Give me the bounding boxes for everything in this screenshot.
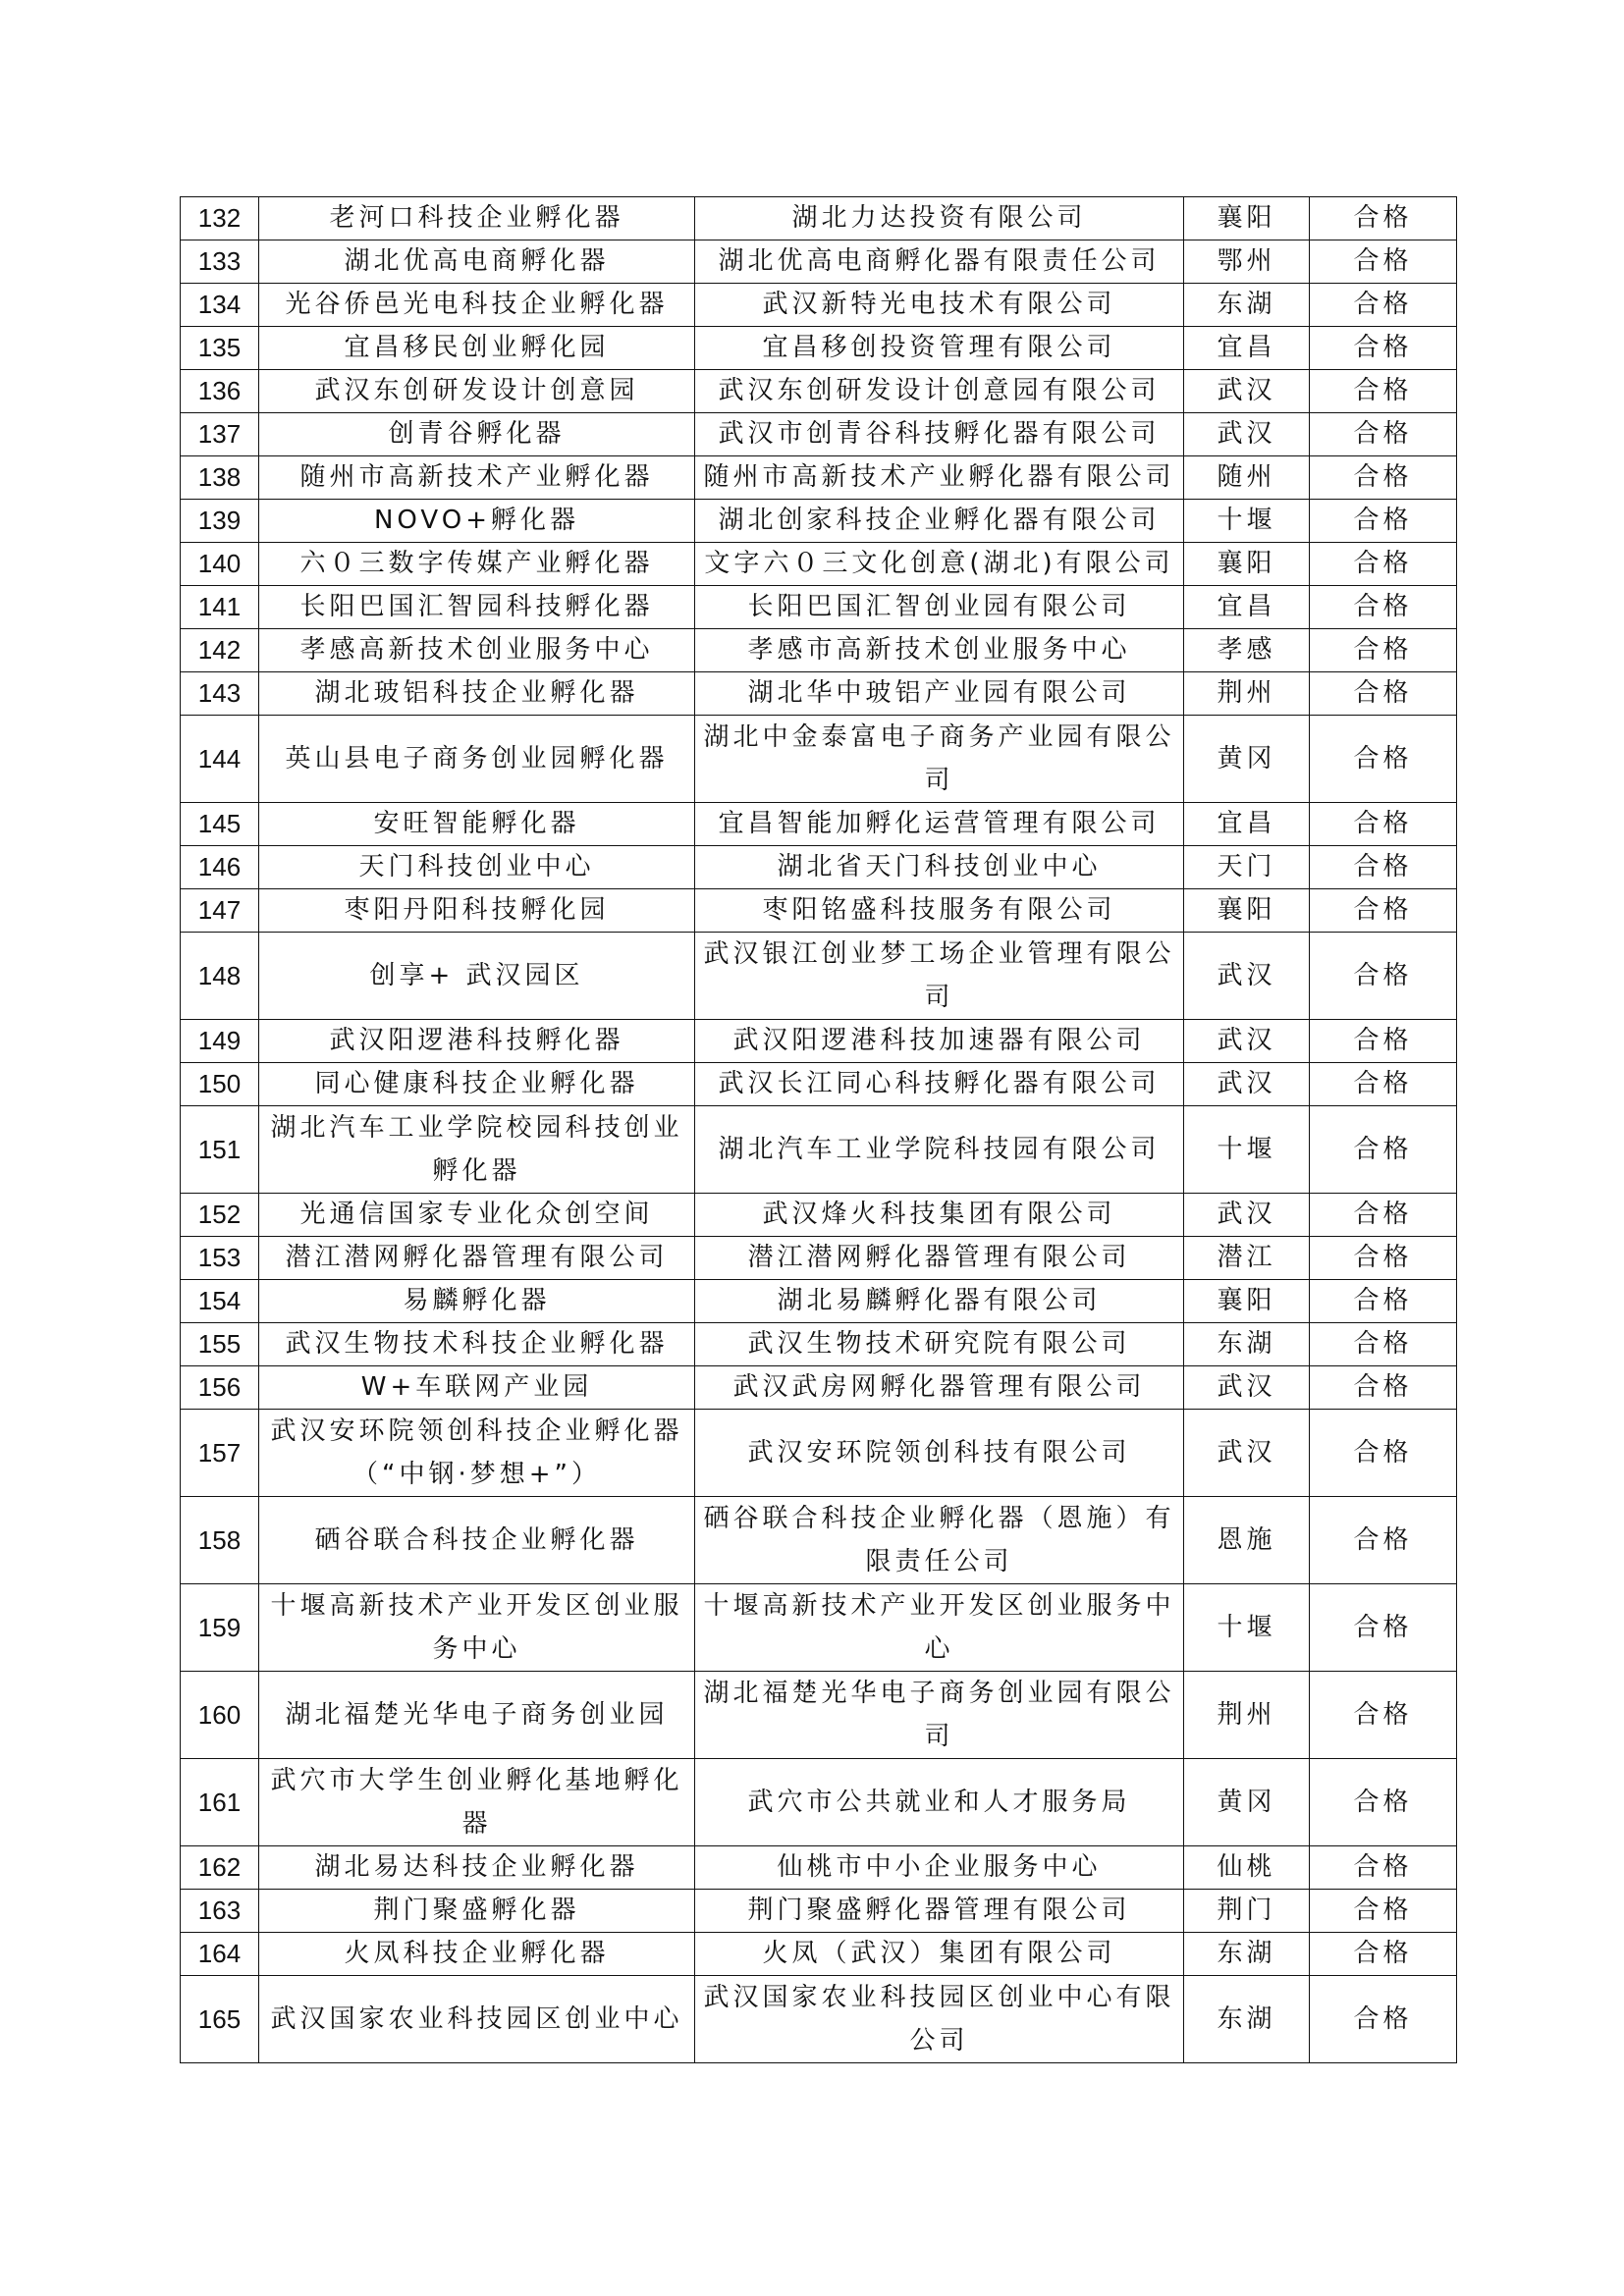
operating-company: 武汉安环院领创科技有限公司 — [695, 1410, 1184, 1497]
operating-company: 仙桃市中小企业服务中心 — [695, 1846, 1184, 1890]
incubator-name: 湖北玻铝科技企业孵化器 — [259, 672, 695, 716]
evaluation-result: 合格 — [1310, 1194, 1457, 1237]
region: 襄阳 — [1184, 197, 1310, 240]
table-row — [181, 413, 1457, 456]
incubator-name: 老河口科技企业孵化器 — [259, 197, 695, 240]
operating-company: 武汉东创研发设计创意园有限公司 — [695, 370, 1184, 413]
table-row — [181, 1497, 1457, 1584]
incubator-name: 孝感高新技术创业服务中心 — [259, 629, 695, 672]
evaluation-result: 合格 — [1310, 1063, 1457, 1106]
table-row — [181, 240, 1457, 284]
row-number: 161 — [181, 1759, 259, 1846]
region: 襄阳 — [1184, 543, 1310, 586]
region: 黄冈 — [1184, 1759, 1310, 1846]
incubator-name: 安旺智能孵化器 — [259, 803, 695, 846]
incubator-name: 武汉东创研发设计创意园 — [259, 370, 695, 413]
row-number: 156 — [181, 1366, 259, 1410]
table-row — [181, 889, 1457, 933]
table-row — [181, 1890, 1457, 1933]
incubator-name: 创青谷孵化器 — [259, 413, 695, 456]
operating-company: 宜昌智能加孵化运营管理有限公司 — [695, 803, 1184, 846]
incubator-name: 枣阳丹阳科技孵化园 — [259, 889, 695, 933]
row-number: 154 — [181, 1280, 259, 1323]
incubator-name: NOVO+孵化器 — [259, 500, 695, 543]
incubator-name: 光通信国家专业化众创空间 — [259, 1194, 695, 1237]
evaluation-result: 合格 — [1310, 543, 1457, 586]
evaluation-result: 合格 — [1310, 1106, 1457, 1194]
table-row — [181, 1020, 1457, 1063]
table-row — [181, 284, 1457, 327]
evaluation-result: 合格 — [1310, 1280, 1457, 1323]
region: 武汉 — [1184, 933, 1310, 1020]
operating-company: 火凤（武汉）集团有限公司 — [695, 1933, 1184, 1976]
incubator-name: 武汉阳逻港科技孵化器 — [259, 1020, 695, 1063]
table-row — [181, 629, 1457, 672]
evaluation-result: 合格 — [1310, 1976, 1457, 2063]
results-table — [180, 196, 1457, 2063]
row-number: 138 — [181, 456, 259, 500]
evaluation-result: 合格 — [1310, 846, 1457, 889]
region: 宜昌 — [1184, 327, 1310, 370]
operating-company: 宜昌移创投资管理有限公司 — [695, 327, 1184, 370]
row-number: 153 — [181, 1237, 259, 1280]
table-row — [181, 500, 1457, 543]
incubator-name: 长阳巴国汇智园科技孵化器 — [259, 586, 695, 629]
operating-company: 荆门聚盛孵化器管理有限公司 — [695, 1890, 1184, 1933]
evaluation-result: 合格 — [1310, 1497, 1457, 1584]
operating-company: 湖北力达投资有限公司 — [695, 197, 1184, 240]
region: 东湖 — [1184, 1976, 1310, 2063]
region: 武汉 — [1184, 370, 1310, 413]
incubator-name: 十堰高新技术产业开发区创业服务中心 — [259, 1584, 695, 1672]
region: 天门 — [1184, 846, 1310, 889]
region: 东湖 — [1184, 1323, 1310, 1366]
evaluation-result: 合格 — [1310, 803, 1457, 846]
operating-company: 文字六０三文化创意(湖北)有限公司 — [695, 543, 1184, 586]
region: 荆门 — [1184, 1890, 1310, 1933]
region: 潜江 — [1184, 1237, 1310, 1280]
region: 黄冈 — [1184, 716, 1310, 803]
region: 十堰 — [1184, 1584, 1310, 1672]
operating-company: 潜江潜网孵化器管理有限公司 — [695, 1237, 1184, 1280]
evaluation-result: 合格 — [1310, 1672, 1457, 1759]
region: 鄂州 — [1184, 240, 1310, 284]
table-row — [181, 1237, 1457, 1280]
incubator-name: W+车联网产业园 — [259, 1366, 695, 1410]
table-row — [181, 1323, 1457, 1366]
operating-company: 湖北中金泰富电子商务产业园有限公司 — [695, 716, 1184, 803]
table-row — [181, 1063, 1457, 1106]
row-number: 162 — [181, 1846, 259, 1890]
table-row — [181, 672, 1457, 716]
evaluation-result: 合格 — [1310, 1366, 1457, 1410]
operating-company: 湖北省天门科技创业中心 — [695, 846, 1184, 889]
region: 武汉 — [1184, 413, 1310, 456]
region: 恩施 — [1184, 1497, 1310, 1584]
table-row — [181, 1672, 1457, 1759]
table-row — [181, 846, 1457, 889]
evaluation-result: 合格 — [1310, 716, 1457, 803]
operating-company: 孝感市高新技术创业服务中心 — [695, 629, 1184, 672]
row-number: 143 — [181, 672, 259, 716]
row-number: 132 — [181, 197, 259, 240]
region: 荆州 — [1184, 672, 1310, 716]
row-number: 150 — [181, 1063, 259, 1106]
row-number: 142 — [181, 629, 259, 672]
evaluation-result: 合格 — [1310, 1933, 1457, 1976]
incubator-name: 随州市高新技术产业孵化器 — [259, 456, 695, 500]
table-row — [181, 1933, 1457, 1976]
operating-company: 武汉阳逻港科技加速器有限公司 — [695, 1020, 1184, 1063]
region: 宜昌 — [1184, 803, 1310, 846]
region: 武汉 — [1184, 1410, 1310, 1497]
region: 武汉 — [1184, 1194, 1310, 1237]
region: 襄阳 — [1184, 889, 1310, 933]
region: 仙桃 — [1184, 1846, 1310, 1890]
table-row — [181, 1584, 1457, 1672]
row-number: 133 — [181, 240, 259, 284]
incubator-name: 同心健康科技企业孵化器 — [259, 1063, 695, 1106]
table-row — [181, 1366, 1457, 1410]
incubator-name: 荆门聚盛孵化器 — [259, 1890, 695, 1933]
table-row — [181, 197, 1457, 240]
table-row — [181, 370, 1457, 413]
evaluation-result: 合格 — [1310, 456, 1457, 500]
operating-company: 武汉长江同心科技孵化器有限公司 — [695, 1063, 1184, 1106]
table-row — [181, 1194, 1457, 1237]
operating-company: 武穴市公共就业和人才服务局 — [695, 1759, 1184, 1846]
incubator-name: 天门科技创业中心 — [259, 846, 695, 889]
row-number: 141 — [181, 586, 259, 629]
operating-company: 十堰高新技术产业开发区创业服务中心 — [695, 1584, 1184, 1672]
incubator-name: 湖北福楚光华电子商务创业园 — [259, 1672, 695, 1759]
evaluation-result: 合格 — [1310, 586, 1457, 629]
incubator-name: 易麟孵化器 — [259, 1280, 695, 1323]
evaluation-result: 合格 — [1310, 1759, 1457, 1846]
region: 十堰 — [1184, 1106, 1310, 1194]
row-number: 164 — [181, 1933, 259, 1976]
region: 随州 — [1184, 456, 1310, 500]
incubator-name: 湖北汽车工业学院校园科技创业孵化器 — [259, 1106, 695, 1194]
evaluation-result: 合格 — [1310, 629, 1457, 672]
operating-company: 武汉市创青谷科技孵化器有限公司 — [695, 413, 1184, 456]
evaluation-result: 合格 — [1310, 1846, 1457, 1890]
table-row — [181, 933, 1457, 1020]
incubator-name: 六０三数字传媒产业孵化器 — [259, 543, 695, 586]
operating-company: 湖北华中玻铝产业园有限公司 — [695, 672, 1184, 716]
operating-company: 湖北汽车工业学院科技园有限公司 — [695, 1106, 1184, 1194]
incubator-name: 湖北易达科技企业孵化器 — [259, 1846, 695, 1890]
table-row — [181, 803, 1457, 846]
operating-company: 湖北创家科技企业孵化器有限公司 — [695, 500, 1184, 543]
row-number: 159 — [181, 1584, 259, 1672]
evaluation-result: 合格 — [1310, 284, 1457, 327]
table-row — [181, 1846, 1457, 1890]
table-row — [181, 456, 1457, 500]
region: 武汉 — [1184, 1366, 1310, 1410]
row-number: 139 — [181, 500, 259, 543]
evaluation-result: 合格 — [1310, 1237, 1457, 1280]
incubator-name: 宜昌移民创业孵化园 — [259, 327, 695, 370]
region: 宜昌 — [1184, 586, 1310, 629]
region: 武汉 — [1184, 1063, 1310, 1106]
table-row — [181, 1976, 1457, 2063]
incubator-name: 武汉国家农业科技园区创业中心 — [259, 1976, 695, 2063]
row-number: 165 — [181, 1976, 259, 2063]
incubator-name: 武汉安环院领创科技企业孵化器（“中钢·梦想+”） — [259, 1410, 695, 1497]
evaluation-result: 合格 — [1310, 327, 1457, 370]
operating-company: 武汉新特光电技术有限公司 — [695, 284, 1184, 327]
evaluation-result: 合格 — [1310, 1890, 1457, 1933]
region: 十堰 — [1184, 500, 1310, 543]
operating-company: 湖北优高电商孵化器有限责任公司 — [695, 240, 1184, 284]
evaluation-result: 合格 — [1310, 500, 1457, 543]
evaluation-result: 合格 — [1310, 1410, 1457, 1497]
evaluation-result: 合格 — [1310, 1020, 1457, 1063]
row-number: 135 — [181, 327, 259, 370]
row-number: 151 — [181, 1106, 259, 1194]
incubator-name: 武穴市大学生创业孵化基地孵化器 — [259, 1759, 695, 1846]
operating-company: 湖北福楚光华电子商务创业园有限公司 — [695, 1672, 1184, 1759]
table-row — [181, 586, 1457, 629]
row-number: 140 — [181, 543, 259, 586]
incubator-name: 光谷侨邑光电科技企业孵化器 — [259, 284, 695, 327]
operating-company: 枣阳铭盛科技服务有限公司 — [695, 889, 1184, 933]
evaluation-result: 合格 — [1310, 1584, 1457, 1672]
operating-company: 武汉武房网孵化器管理有限公司 — [695, 1366, 1184, 1410]
row-number: 144 — [181, 716, 259, 803]
incubator-name: 创享+ 武汉园区 — [259, 933, 695, 1020]
region: 襄阳 — [1184, 1280, 1310, 1323]
row-number: 152 — [181, 1194, 259, 1237]
operating-company: 武汉生物技术研究院有限公司 — [695, 1323, 1184, 1366]
row-number: 146 — [181, 846, 259, 889]
operating-company: 湖北易麟孵化器有限公司 — [695, 1280, 1184, 1323]
row-number: 157 — [181, 1410, 259, 1497]
table-row — [181, 327, 1457, 370]
table-row — [181, 1759, 1457, 1846]
table-row — [181, 716, 1457, 803]
incubator-name: 英山县电子商务创业园孵化器 — [259, 716, 695, 803]
operating-company: 硒谷联合科技企业孵化器（恩施）有限责任公司 — [695, 1497, 1184, 1584]
row-number: 148 — [181, 933, 259, 1020]
operating-company: 武汉银江创业梦工场企业管理有限公司 — [695, 933, 1184, 1020]
region: 东湖 — [1184, 1933, 1310, 1976]
table-row — [181, 1280, 1457, 1323]
evaluation-result: 合格 — [1310, 672, 1457, 716]
row-number: 158 — [181, 1497, 259, 1584]
row-number: 160 — [181, 1672, 259, 1759]
incubator-name: 湖北优高电商孵化器 — [259, 240, 695, 284]
row-number: 137 — [181, 413, 259, 456]
incubator-name: 硒谷联合科技企业孵化器 — [259, 1497, 695, 1584]
table-row — [181, 1410, 1457, 1497]
row-number: 136 — [181, 370, 259, 413]
evaluation-result: 合格 — [1310, 889, 1457, 933]
incubator-name: 武汉生物技术科技企业孵化器 — [259, 1323, 695, 1366]
region: 孝感 — [1184, 629, 1310, 672]
operating-company: 武汉国家农业科技园区创业中心有限公司 — [695, 1976, 1184, 2063]
row-number: 147 — [181, 889, 259, 933]
row-number: 163 — [181, 1890, 259, 1933]
evaluation-result: 合格 — [1310, 370, 1457, 413]
evaluation-result: 合格 — [1310, 933, 1457, 1020]
region: 荆州 — [1184, 1672, 1310, 1759]
table-body — [181, 197, 1457, 2063]
incubator-name: 火凤科技企业孵化器 — [259, 1933, 695, 1976]
incubator-name: 潜江潜网孵化器管理有限公司 — [259, 1237, 695, 1280]
row-number: 155 — [181, 1323, 259, 1366]
row-number: 145 — [181, 803, 259, 846]
evaluation-result: 合格 — [1310, 240, 1457, 284]
table-row — [181, 1106, 1457, 1194]
operating-company: 武汉烽火科技集团有限公司 — [695, 1194, 1184, 1237]
evaluation-result: 合格 — [1310, 1323, 1457, 1366]
evaluation-result: 合格 — [1310, 413, 1457, 456]
region: 东湖 — [1184, 284, 1310, 327]
row-number: 134 — [181, 284, 259, 327]
operating-company: 随州市高新技术产业孵化器有限公司 — [695, 456, 1184, 500]
region: 武汉 — [1184, 1020, 1310, 1063]
operating-company: 长阳巴国汇智创业园有限公司 — [695, 586, 1184, 629]
row-number: 149 — [181, 1020, 259, 1063]
table-row — [181, 543, 1457, 586]
evaluation-result: 合格 — [1310, 197, 1457, 240]
